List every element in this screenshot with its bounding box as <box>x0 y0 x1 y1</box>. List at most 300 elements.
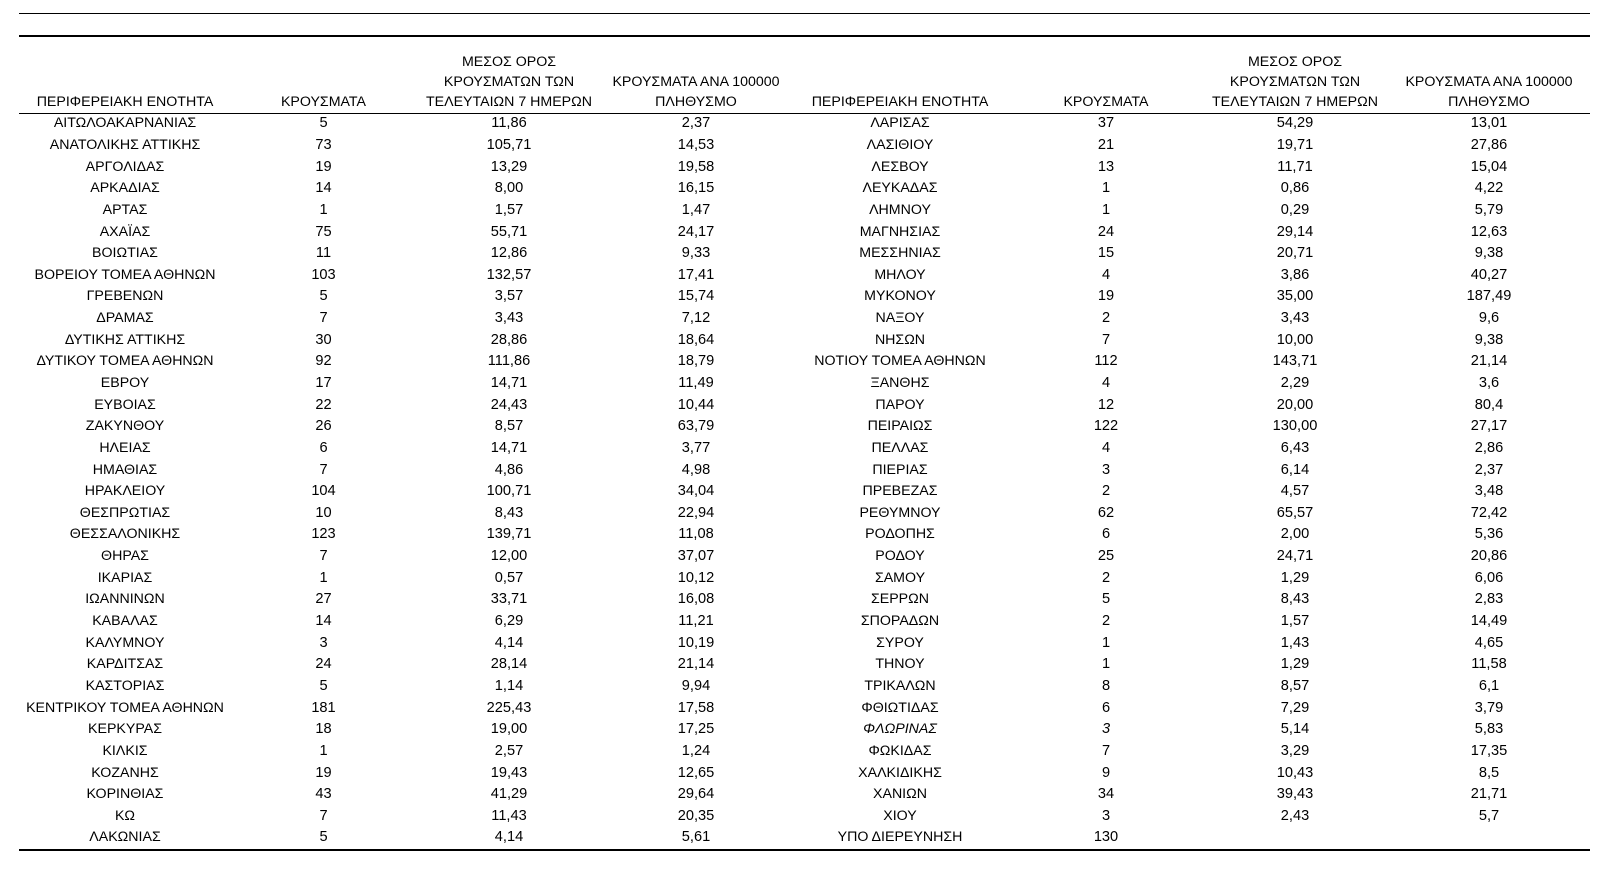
column-header-7day-average-left: ΜΕΣΟΣ ΟΡΟΣ ΚΡΟΥΣΜΑΤΩΝ ΤΩΝ ΤΕΛΕΥΤΑΙΩΝ 7 ΗΜΕΡΩΝ <box>425 54 593 110</box>
regional-unit-cell: ΡΟΔΟΥ <box>875 548 925 565</box>
cases-cell: 112 <box>1094 353 1118 370</box>
seven-day-average-cell: 4,86 <box>494 461 524 478</box>
table-row <box>19 524 1590 546</box>
cases-per-100000-cell: 15,04 <box>1470 158 1508 175</box>
seven-day-average-cell: 19,00 <box>490 721 528 738</box>
table-bottom-rule <box>19 849 1590 851</box>
seven-day-average-cell: 8,57 <box>494 418 524 435</box>
regional-unit-cell: ΕΥΒΟΙΑΣ <box>94 396 156 413</box>
seven-day-average-cell: 3,43 <box>1280 310 1310 327</box>
cases-cell: 2 <box>1101 483 1111 500</box>
cases-cell: 7 <box>319 807 328 824</box>
header-row <box>19 38 1590 113</box>
seven-day-average-cell: 24,43 <box>490 396 528 413</box>
cases-cell: 1 <box>1101 634 1111 651</box>
seven-day-average-cell: 12,86 <box>490 245 528 262</box>
column-header-7day-average-right: ΜΕΣΟΣ ΟΡΟΣ ΚΡΟΥΣΜΑΤΩΝ ΤΩΝ ΤΕΛΕΥΤΑΙΩΝ 7 ΗΜΕΡΩΝ <box>1211 54 1379 110</box>
table-row <box>19 351 1590 373</box>
cases-cell: 3 <box>1101 461 1111 478</box>
seven-day-average-cell: 1,57 <box>1280 613 1310 630</box>
cases-per-100000-cell: 80,4 <box>1474 396 1504 413</box>
cases-cell: 103 <box>311 266 336 283</box>
cases-cell: 15 <box>1097 245 1115 262</box>
cases-per-100000-cell: 2,37 <box>681 115 711 132</box>
seven-day-average-cell: 8,57 <box>1280 677 1310 694</box>
seven-day-average-cell: 6,14 <box>1280 461 1310 478</box>
seven-day-average-cell: 111,86 <box>487 353 531 370</box>
cases-per-100000-cell: 21,14 <box>677 656 715 673</box>
cases-cell: 123 <box>311 526 336 543</box>
seven-day-average-cell: 4,14 <box>494 829 524 846</box>
cases-cell: 5 <box>319 829 328 846</box>
cases-per-100000-cell: 12,65 <box>677 764 715 781</box>
cases-per-100000-cell: 4,65 <box>1474 634 1504 651</box>
regional-unit-cell: ΚΑΒΑΛΑΣ <box>92 613 158 630</box>
cases-cell: 7 <box>1101 742 1111 759</box>
regional-unit-cell: ΔΥΤΙΚΗΣ ΑΤΤΙΚΗΣ <box>64 331 186 348</box>
table-row <box>19 221 1590 243</box>
column-header-cases-per-100000-right: ΚΡΟΥΣΜΑΤΑ ΑΝΑ 100000 ΠΛΗΘΥΣΜΟ <box>1405 74 1573 110</box>
seven-day-average-cell: 2,43 <box>1280 807 1310 824</box>
cases-cell: 4 <box>1101 375 1111 391</box>
cases-per-100000-cell: 13,01 <box>1470 115 1508 132</box>
regional-unit-cell: ΤΡΙΚΑΛΩΝ <box>864 677 936 694</box>
cases-cell: 34 <box>1097 786 1115 803</box>
cases-per-100000-cell: 16,15 <box>677 180 715 197</box>
regional-unit-cell: ΠΕΛΛΑΣ <box>871 439 929 456</box>
regional-unit-cell: ΔΥΤΙΚΟΥ ΤΟΜΕΑ ΑΘΗΝΩΝ <box>36 353 214 370</box>
table-body <box>19 113 1590 849</box>
cases-cell: 9 <box>1101 764 1111 781</box>
seven-day-average-cell: 54,29 <box>1276 115 1314 132</box>
seven-day-average-cell: 6,43 <box>1280 439 1310 456</box>
cases-cell: 2 <box>1101 310 1111 327</box>
regional-unit-cell: ΧΙΟΥ <box>883 807 917 824</box>
table-row <box>19 632 1590 654</box>
regional-unit-cell: ΕΒΡΟΥ <box>100 375 150 391</box>
cases-per-100000-cell: 12,63 <box>1470 223 1508 240</box>
cases-per-100000-cell: 8,5 <box>1478 764 1500 781</box>
table-row <box>19 567 1590 589</box>
seven-day-average-cell: 4,57 <box>1280 483 1310 500</box>
table-row <box>19 827 1590 849</box>
cases-cell: 130 <box>1093 829 1119 846</box>
seven-day-average-cell: 20,00 <box>1276 396 1314 413</box>
cases-per-100000-cell: 14,53 <box>677 136 715 153</box>
cases-cell: 37 <box>1097 115 1115 132</box>
table-row <box>19 373 1590 395</box>
seven-day-average-cell: 11,86 <box>491 115 527 132</box>
cases-cell: 5 <box>319 288 328 305</box>
cases-cell: 24 <box>315 656 332 673</box>
table-row <box>19 654 1590 676</box>
cases-per-100000-cell: 11,49 <box>678 375 714 391</box>
cases-cell: 17 <box>315 375 332 391</box>
cases-cell: 8 <box>1101 677 1111 694</box>
cases-per-100000-cell: 20,86 <box>1470 548 1508 565</box>
regional-unit-cell: ΜΕΣΣΗΝΙΑΣ <box>859 245 941 262</box>
cases-per-100000-cell: 11,08 <box>678 526 714 543</box>
seven-day-average-cell: 33,71 <box>490 591 528 608</box>
cases-cell: 43 <box>315 786 332 803</box>
table-row <box>19 741 1590 763</box>
cases-per-100000-cell: 2,37 <box>1474 461 1504 478</box>
cases-cell: 1 <box>1101 656 1111 673</box>
seven-day-average-cell: 28,14 <box>490 656 528 673</box>
regional-unit-cell: ΛΑΣΙΘΙΟΥ <box>866 136 934 153</box>
regional-unit-cell: ΛΑΚΩΝΙΑΣ <box>89 829 161 846</box>
cases-per-100000-cell: 37,07 <box>677 548 715 565</box>
cases-cell: 22 <box>315 396 332 413</box>
cases-per-100000-cell: 17,25 <box>677 721 715 738</box>
cases-cell: 2 <box>1101 613 1111 630</box>
table-row <box>19 611 1590 633</box>
cases-per-100000-cell: 16,08 <box>677 591 715 608</box>
regional-unit-cell: ΛΗΜΝΟΥ <box>869 201 931 218</box>
cases-cell: 24 <box>1097 223 1115 240</box>
cases-cell: 75 <box>315 223 332 240</box>
cases-per-100000-cell: 27,17 <box>1470 418 1508 435</box>
regional-unit-cell: ΑΡΓΟΛΙΔΑΣ <box>85 158 165 175</box>
cases-cell: 7 <box>319 548 328 565</box>
seven-day-average-cell: 1,29 <box>1280 656 1310 673</box>
seven-day-average-cell: 14,71 <box>490 439 528 456</box>
cases-cell: 19 <box>1097 288 1115 305</box>
regional-unit-cell: ΝΟΤΙΟΥ ΤΟΜΕΑ ΑΘΗΝΩΝ <box>814 353 986 370</box>
cases-per-100000-cell: 5,79 <box>1474 201 1504 218</box>
regional-unit-cell: ΚΑΣΤΟΡΙΑΣ <box>85 677 165 694</box>
seven-day-average-cell: 139,71 <box>486 526 532 543</box>
cases-per-100000-cell: 14,49 <box>1470 613 1508 630</box>
regional-unit-cell: ΑΡΤΑΣ <box>102 201 148 218</box>
seven-day-average-cell: 0,57 <box>494 569 524 586</box>
header-top-rule <box>19 35 1590 37</box>
cases-per-100000-cell: 40,27 <box>1470 266 1508 283</box>
regional-unit-cell: ΑΙΤΩΛΟΑΚΑΡΝΑΝΙΑΣ <box>53 115 197 132</box>
table-row <box>19 438 1590 460</box>
cases-per-100000-cell: 34,04 <box>677 483 715 500</box>
cases-cell: 14 <box>315 613 332 630</box>
seven-day-average-cell: 7,29 <box>1280 699 1310 716</box>
cases-cell: 7 <box>319 461 328 478</box>
table-row <box>19 394 1590 416</box>
cases-per-100000-cell: 17,35 <box>1470 742 1508 759</box>
cases-cell: 26 <box>315 418 332 435</box>
seven-day-average-cell: 100,71 <box>486 483 532 500</box>
regional-unit-cell: ΠΡΕΒΕΖΑΣ <box>862 483 938 500</box>
table-row <box>19 546 1590 568</box>
seven-day-average-cell: 11,71 <box>1277 158 1313 175</box>
seven-day-average-cell: 132,57 <box>486 266 532 283</box>
regional-unit-cell: ΑΧΑΪΑΣ <box>99 223 151 240</box>
table-row <box>19 286 1590 308</box>
cases-cell: 1 <box>319 569 328 586</box>
table-row <box>19 243 1590 265</box>
regional-unit-cell: ΣΕΡΡΩΝ <box>870 591 929 608</box>
cases-per-100000-cell: 10,19 <box>677 634 715 651</box>
cases-cell: 73 <box>315 136 332 153</box>
regional-unit-cell: ΦΛΩΡΙΝΑΣ <box>863 721 937 738</box>
cases-cell: 4 <box>1101 439 1111 456</box>
regional-unit-cell: ΣΑΜΟΥ <box>874 569 926 586</box>
seven-day-average-cell: 130,00 <box>1272 418 1318 435</box>
cases-per-100000-cell: 2,86 <box>1474 439 1504 456</box>
cases-cell: 6 <box>1101 526 1111 543</box>
cases-per-100000-cell: 9,33 <box>681 245 711 262</box>
regional-unit-cell: ΚΟΖΑΝΗΣ <box>91 764 159 781</box>
seven-day-average-cell: 35,00 <box>1276 288 1314 305</box>
cases-per-100000-cell: 4,98 <box>681 461 711 478</box>
cases-per-100000-cell: 10,44 <box>677 396 715 413</box>
seven-day-average-cell: 19,71 <box>1276 136 1314 153</box>
regional-unit-cell: ΣΥΡΟΥ <box>876 634 924 651</box>
table-row <box>19 329 1590 351</box>
cases-per-100000-cell: 20,35 <box>677 807 715 824</box>
table-row <box>19 156 1590 178</box>
cases-per-100000-cell: 4,22 <box>1474 180 1504 197</box>
seven-day-average-cell: 5,14 <box>1280 721 1310 738</box>
cases-cell: 2 <box>1101 569 1111 586</box>
regional-unit-cell: ΙΚΑΡΙΑΣ <box>97 569 153 586</box>
regional-unit-cell: ΘΕΣΠΡΩΤΙΑΣ <box>79 504 171 521</box>
cases-cell: 10 <box>315 504 332 521</box>
table-row <box>19 264 1590 286</box>
table-row <box>19 178 1590 200</box>
cases-per-100000-cell: 3,48 <box>1474 483 1504 500</box>
cases-per-100000-cell: 17,58 <box>677 699 715 716</box>
cases-cell: 3 <box>319 634 328 651</box>
seven-day-average-cell: 39,43 <box>1276 786 1314 803</box>
cases-cell: 7 <box>319 310 328 327</box>
seven-day-average-cell: 105,71 <box>486 136 532 153</box>
cases-cell: 27 <box>315 591 332 608</box>
seven-day-average-cell: 1,29 <box>1280 569 1310 586</box>
cases-per-100000-cell: 21,14 <box>1470 353 1508 370</box>
seven-day-average-cell: 2,00 <box>1280 526 1310 543</box>
regional-unit-cell: ΛΕΣΒΟΥ <box>871 158 929 175</box>
seven-day-average-cell: 13,29 <box>490 158 528 175</box>
table-row <box>19 135 1590 157</box>
regional-unit-cell: ΑΡΚΑΔΙΑΣ <box>90 180 160 197</box>
table-row <box>19 784 1590 806</box>
table-row <box>19 113 1590 135</box>
regional-unit-cell: ΑΝΑΤΟΛΙΚΗΣ ΑΤΤΙΚΗΣ <box>49 136 201 153</box>
cases-by-regional-unit-table <box>19 38 1590 849</box>
cases-per-100000-cell: 63,79 <box>677 418 715 435</box>
cases-per-100000-cell: 5,83 <box>1474 721 1504 738</box>
table-row <box>19 589 1590 611</box>
table-row <box>19 806 1590 828</box>
seven-day-average-cell: 3,29 <box>1280 742 1310 759</box>
cases-cell: 5 <box>1101 591 1111 608</box>
cases-per-100000-cell: 10,12 <box>677 569 715 586</box>
regional-unit-cell: ΥΠΟ ΔΙΕΡΕΥΝΗΣΗ <box>837 829 963 846</box>
table-row <box>19 719 1590 741</box>
regional-unit-cell: ΚΑΡΔΙΤΣΑΣ <box>86 656 164 673</box>
cases-cell: 3 <box>1101 807 1111 824</box>
regional-unit-cell: ΡΕΘΥΜΝΟΥ <box>859 504 941 521</box>
seven-day-average-cell: 6,29 <box>494 613 524 630</box>
seven-day-average-cell: 28,86 <box>490 331 528 348</box>
regional-unit-cell: ΠΑΡΟΥ <box>875 396 925 413</box>
table-row <box>19 308 1590 330</box>
regional-unit-cell: ΚΕΝΤΡΙΚΟΥ ΤΟΜΕΑ ΑΘΗΝΩΝ <box>26 699 224 716</box>
cases-per-100000-cell: 9,38 <box>1474 245 1504 262</box>
seven-day-average-cell: 3,43 <box>494 310 524 327</box>
regional-unit-cell: ΚΕΡΚΥΡΑΣ <box>88 721 162 738</box>
cases-per-100000-cell: 3,77 <box>681 439 711 456</box>
seven-day-average-cell: 1,14 <box>494 677 524 694</box>
cases-cell: 92 <box>315 353 332 370</box>
cases-per-100000-cell: 18,64 <box>677 331 715 348</box>
regional-unit-cell: ΘΕΣΣΑΛΟΝΙΚΗΣ <box>69 526 181 543</box>
cases-cell: 1 <box>1101 201 1111 218</box>
regional-unit-cell: ΞΑΝΘΗΣ <box>870 375 930 391</box>
cases-per-100000-cell: 6,06 <box>1474 569 1504 586</box>
regional-unit-cell: ΚΟΡΙΝΘΙΑΣ <box>86 786 164 803</box>
regional-unit-cell: ΜΑΓΝΗΣΙΑΣ <box>859 223 941 240</box>
seven-day-average-cell: 2,29 <box>1280 375 1310 391</box>
column-header-regional-unit-right: ΠΕΡΙΦΕΡΕΙΑΚΗ ΕΝΟΤΗΤΑ <box>811 94 989 110</box>
seven-day-average-cell: 8,43 <box>494 504 524 521</box>
cases-per-100000-cell: 9,38 <box>1474 331 1504 348</box>
table-row <box>19 503 1590 525</box>
regional-unit-cell: ΠΕΙΡΑΙΩΣ <box>867 418 933 435</box>
cases-per-100000-cell: 24,17 <box>677 223 715 240</box>
seven-day-average-cell: 24,71 <box>1276 548 1314 565</box>
cases-cell: 21 <box>1097 136 1115 153</box>
cases-cell: 6 <box>1101 699 1111 716</box>
regional-unit-cell: ΠΙΕΡΙΑΣ <box>872 461 928 478</box>
cases-cell: 5 <box>319 677 328 694</box>
cases-per-100000-cell: 19,58 <box>677 158 715 175</box>
seven-day-average-cell: 29,14 <box>1276 223 1314 240</box>
cases-per-100000-cell: 1,24 <box>681 742 711 759</box>
seven-day-average-cell: 55,71 <box>490 223 528 240</box>
regional-unit-cell: ΛΕΥΚΑΔΑΣ <box>862 180 938 197</box>
cases-per-100000-cell: 5,7 <box>1478 807 1500 824</box>
seven-day-average-cell: 8,00 <box>494 180 524 197</box>
cases-per-100000-cell: 3,79 <box>1474 699 1504 716</box>
cases-per-100000-cell: 72,42 <box>1470 504 1508 521</box>
cases-cell: 1 <box>1101 180 1111 197</box>
regional-unit-cell: ΒΟΡΕΙΟΥ ΤΟΜΕΑ ΑΘΗΝΩΝ <box>34 266 216 283</box>
regional-unit-cell: ΚΙΛΚΙΣ <box>102 742 148 759</box>
cases-cell: 19 <box>315 764 332 781</box>
regional-unit-cell: ΒΟΙΩΤΙΑΣ <box>92 245 158 262</box>
table-row <box>19 416 1590 438</box>
cases-per-100000-cell: 5,36 <box>1474 526 1504 543</box>
regional-unit-cell: ΗΜΑΘΙΑΣ <box>92 461 158 478</box>
regional-unit-cell: ΦΘΙΩΤΙΔΑΣ <box>861 699 939 716</box>
regional-unit-cell: ΦΩΚΙΔΑΣ <box>868 742 932 759</box>
cases-per-100000-cell: 187,49 <box>1466 288 1512 305</box>
cases-per-100000-cell: 18,79 <box>677 353 715 370</box>
seven-day-average-cell: 225,43 <box>486 699 532 716</box>
seven-day-average-cell: 2,57 <box>494 742 524 759</box>
seven-day-average-cell: 12,00 <box>490 548 528 565</box>
regional-unit-cell: ΗΛΕΙΑΣ <box>99 439 151 456</box>
cases-per-100000-cell: 1,47 <box>681 201 711 218</box>
seven-day-average-cell: 11,43 <box>491 807 527 824</box>
cases-cell: 4 <box>1101 266 1111 283</box>
cases-cell: 6 <box>319 439 328 456</box>
seven-day-average-cell: 20,71 <box>1276 245 1314 262</box>
seven-day-average-cell: 0,29 <box>1280 201 1310 218</box>
regional-unit-cell: ΤΗΝΟΥ <box>875 656 925 673</box>
cases-per-100000-cell <box>1388 827 1590 849</box>
cases-cell: 5 <box>319 115 328 132</box>
cases-cell: 18 <box>315 721 332 738</box>
cases-cell: 30 <box>315 331 332 348</box>
cases-cell: 19 <box>315 158 332 175</box>
cases-per-100000-cell: 7,12 <box>681 310 711 327</box>
cases-per-100000-cell: 17,41 <box>677 266 715 283</box>
cases-cell: 7 <box>1101 331 1111 348</box>
regional-unit-cell: ΘΗΡΑΣ <box>101 548 149 565</box>
cases-cell: 1 <box>319 742 328 759</box>
regional-unit-cell: ΚΑΛΥΜΝΟΥ <box>85 634 165 651</box>
seven-day-average-cell: 19,43 <box>490 764 528 781</box>
regional-unit-cell: ΧΑΛΚΙΔΙΚΗΣ <box>858 764 942 781</box>
regional-unit-cell: ΛΑΡΙΣΑΣ <box>870 115 930 132</box>
cases-cell: 122 <box>1093 418 1119 435</box>
seven-day-average-cell: 14,71 <box>490 375 528 391</box>
seven-day-average-cell: 3,57 <box>494 288 524 305</box>
seven-day-average-cell: 41,29 <box>490 786 528 803</box>
cases-per-100000-cell: 5,61 <box>681 829 711 846</box>
cases-per-100000-cell: 21,71 <box>1470 786 1508 803</box>
cases-cell: 12 <box>1097 396 1115 413</box>
cases-cell: 3 <box>1101 721 1111 738</box>
table-row <box>19 481 1590 503</box>
cases-cell: 25 <box>1097 548 1115 565</box>
regional-unit-cell: ΜΗΛΟΥ <box>874 266 926 283</box>
table-row <box>19 676 1590 698</box>
cases-per-100000-cell: 27,86 <box>1470 136 1508 153</box>
column-header-cases-per-100000-left: ΚΡΟΥΣΜΑΤΑ ΑΝΑ 100000 ΠΛΗΘΥΣΜΟ <box>612 74 780 110</box>
cases-per-100000-cell: 2,83 <box>1474 591 1504 608</box>
cases-per-100000-cell: 15,74 <box>677 288 715 305</box>
cases-per-100000-cell: 29,64 <box>677 786 715 803</box>
column-header-cases-right: ΚΡΟΥΣΜΑΤΑ <box>1063 94 1149 110</box>
cases-cell: 1 <box>319 201 328 218</box>
table-row <box>19 459 1590 481</box>
seven-day-average-cell: 8,43 <box>1280 591 1310 608</box>
cases-per-100000-cell: 11,21 <box>678 613 714 630</box>
regional-unit-cell: ΗΡΑΚΛΕΙΟΥ <box>84 483 166 500</box>
cases-cell: 14 <box>315 180 332 197</box>
seven-day-average-cell: 4,14 <box>494 634 524 651</box>
table-row <box>19 762 1590 784</box>
cases-cell: 62 <box>1097 504 1115 521</box>
seven-day-average-cell: 1,43 <box>1280 634 1310 651</box>
cases-per-100000-cell: 9,6 <box>1478 310 1500 327</box>
table-row <box>19 697 1590 719</box>
cases-per-100000-cell: 9,94 <box>681 677 711 694</box>
regional-unit-cell: ΜΥΚΟΝΟΥ <box>864 288 936 305</box>
seven-day-average-cell: 0,86 <box>1280 180 1310 197</box>
cases-cell: 13 <box>1097 158 1115 175</box>
cases-per-100000-cell: 6,1 <box>1478 677 1500 694</box>
seven-day-average-cell: 65,57 <box>1276 504 1314 521</box>
regional-unit-cell: ΡΟΔΟΠΗΣ <box>865 526 935 543</box>
regional-unit-cell: ΚΩ <box>114 807 136 824</box>
seven-day-average-cell <box>1202 827 1388 849</box>
regional-unit-cell: ΣΠΟΡΑΔΩΝ <box>860 613 940 630</box>
cases-per-100000-cell: 3,6 <box>1478 375 1500 391</box>
regional-unit-cell: ΙΩΑΝΝΙΝΩΝ <box>85 591 165 608</box>
